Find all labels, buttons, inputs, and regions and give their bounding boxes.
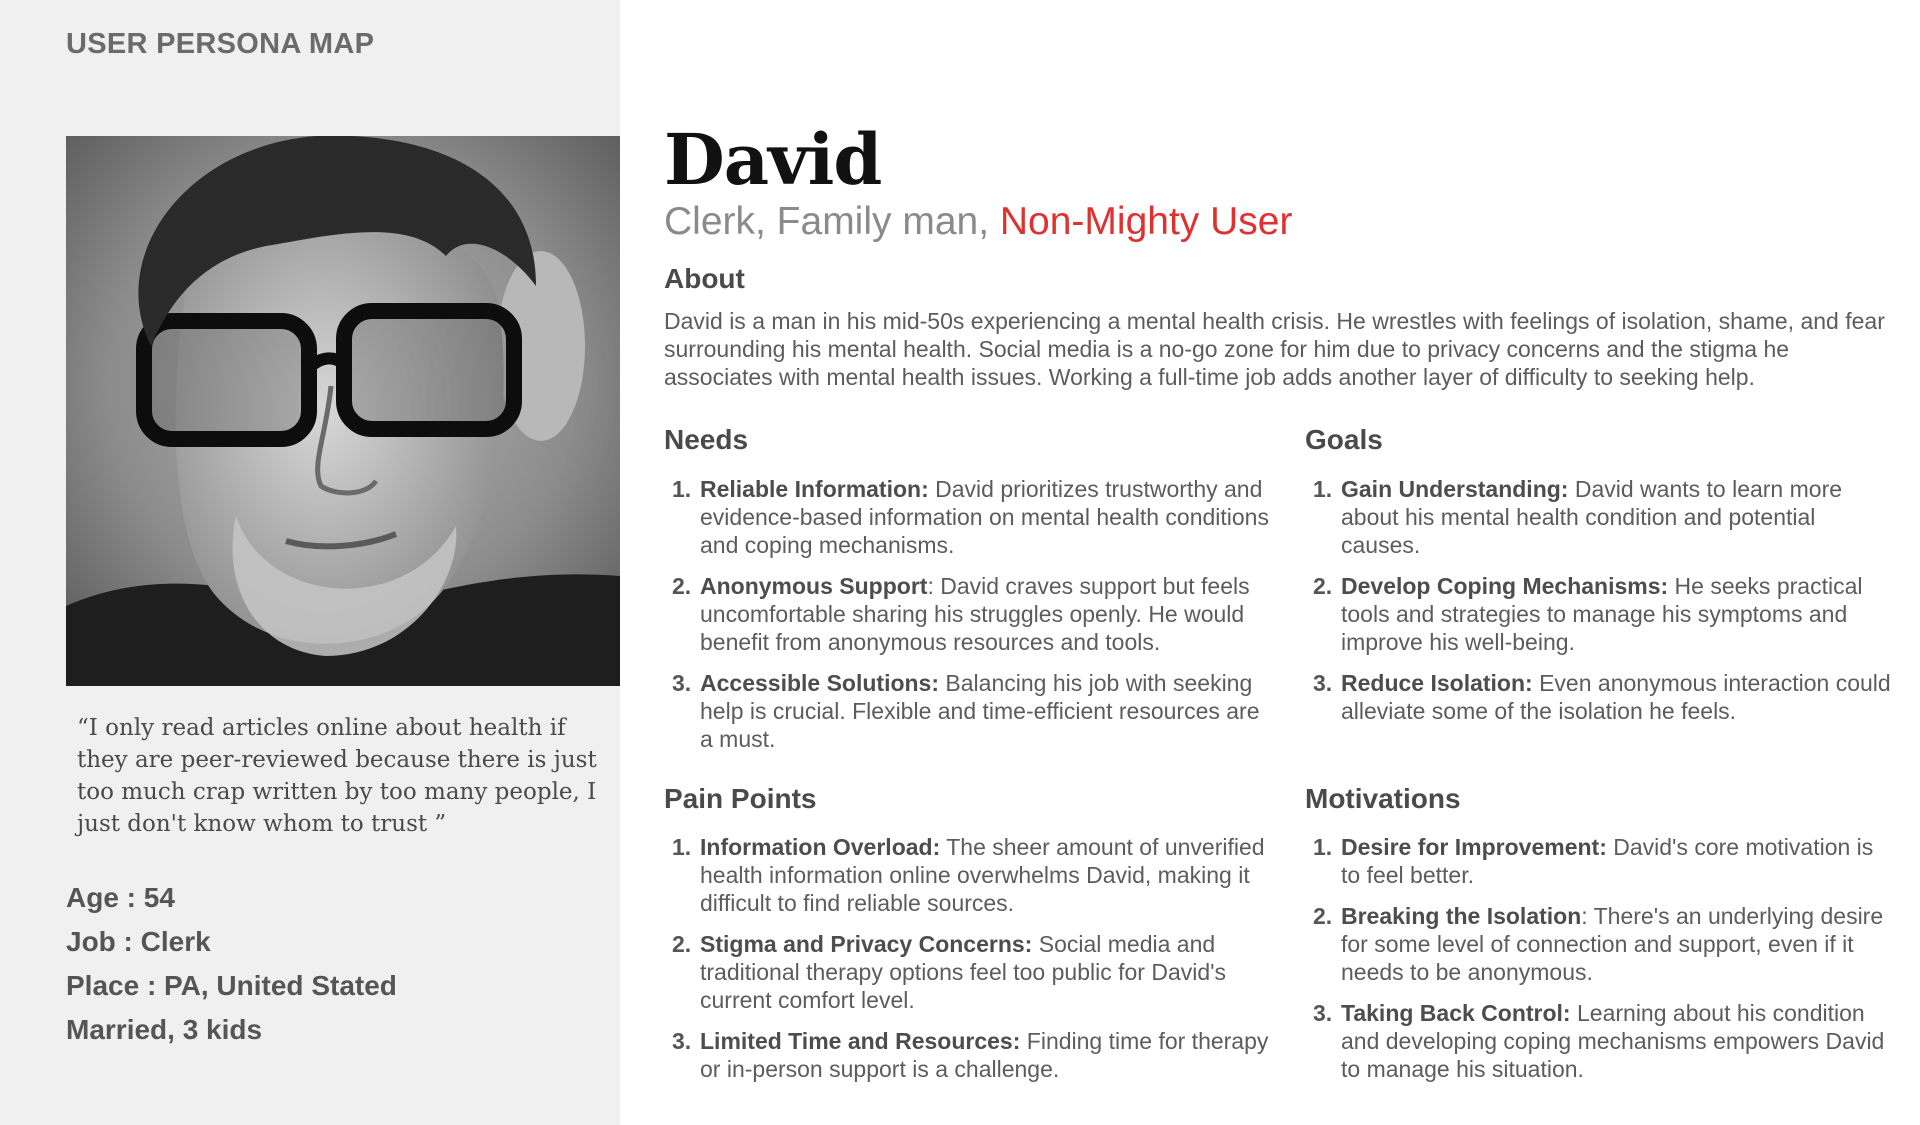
item-number: 1. (1313, 834, 1333, 860)
item-number: 2. (1313, 573, 1333, 599)
item-number: 2. (672, 573, 692, 599)
item-term: Develop Coping Mechanisms: (1341, 573, 1669, 599)
item-term: Reliable Information: (700, 476, 929, 502)
document-label: USER PERSONA MAP (66, 28, 375, 60)
list-item (664, 930, 1274, 1014)
item-number: 3. (1313, 1000, 1333, 1026)
item-number: 3. (672, 1028, 692, 1054)
tagline-roles: Clerk, Family man, (664, 200, 1000, 243)
item-text: He seeks practical tools and strategies to manage his symptoms and improve his well-being. (1341, 573, 1863, 655)
item-number: 3. (1313, 670, 1333, 696)
item-text: David's core motivation is to feel better. (1341, 834, 1874, 888)
item-text: : David craves support but feels uncomfortable sharing his struggles openly. He would benefit from anonymous resources and tools. (700, 573, 1250, 655)
item-term: Gain Understanding: (1341, 476, 1569, 502)
list-item (1305, 669, 1895, 725)
persona-facts (66, 876, 397, 1052)
item-number: 3. (672, 670, 692, 696)
item-text: David wants to learn more about his mental health condition and potential causes. (1341, 476, 1843, 558)
portrait-illustration (66, 136, 620, 686)
pain-points-list (664, 833, 1274, 1096)
fact-job: Job : Clerk (66, 926, 211, 957)
needs-list (664, 475, 1274, 766)
item-term: Anonymous Support (700, 573, 928, 599)
item-text: : There's an underlying desire for some level of connection and support, even if it needs to be anonymous. (1341, 903, 1884, 985)
persona-tagline (664, 198, 1292, 246)
motivations-title: Motivations (1305, 783, 1461, 814)
fact-age: Age : 54 (66, 882, 175, 913)
list-item (664, 1027, 1274, 1083)
list-item (1305, 572, 1895, 656)
persona-name: David (664, 118, 882, 201)
about-title: About (664, 263, 745, 294)
item-text: David prioritizes trustworthy and evidence-based information on mental health conditions and coping mechanisms. (700, 476, 1269, 558)
item-text: Finding time for therapy or in-person support is a challenge. (700, 1028, 1269, 1082)
item-text: The sheer amount of unverified health information online overwhelms David, making it difficult to find reliable sources. (700, 834, 1265, 916)
list-item (1305, 833, 1895, 889)
list-item (1305, 475, 1895, 559)
item-term: Taking Back Control: (1341, 1000, 1571, 1026)
item-term: Limited Time and Resources: (700, 1028, 1021, 1054)
item-text: Even anonymous interaction could alleviate some of the isolation he feels. (1341, 670, 1891, 724)
user-type-highlight: Non-Mighty User (999, 200, 1293, 243)
list-item (664, 475, 1274, 559)
item-number: 2. (1313, 903, 1333, 929)
item-number: 2. (672, 931, 692, 957)
about-text: David is a man in his mid-50s experiencing a mental health crisis. He wrestles with feelings of isolation, shame, and fear surrounding his mental health. Social media is a no-go zone for him due to privacy concerns and the stigma he associates with mental health issues. Working a full-time job adds another layer of difficulty to seeking help. (664, 308, 1885, 390)
needs-title: Needs (664, 424, 749, 455)
goals-title: Goals (1305, 424, 1383, 455)
fact-place: Place : PA, United Stated (66, 970, 397, 1001)
pain-points-title: Pain Points (664, 783, 817, 814)
item-number: 1. (672, 476, 692, 502)
item-term: Stigma and Privacy Concerns: (700, 931, 1033, 957)
list-item (664, 572, 1274, 656)
list-item (664, 669, 1274, 753)
list-item (664, 833, 1274, 917)
persona-photo (66, 136, 620, 686)
item-term: Breaking the Isolation (1341, 903, 1582, 929)
item-text: Learning about his condition and developing coping mechanisms empowers David to manage his situation. (1341, 1000, 1885, 1082)
motivations-list (1305, 833, 1895, 1096)
item-number: 1. (672, 834, 692, 860)
item-text: Social media and traditional therapy options feel too public for David's current comfort level. (700, 931, 1227, 1013)
persona-quote: “I only read articles online about health if they are peer-reviewed because there is just too much crap written by too many people, I just don't know whom to trust ” (77, 715, 597, 837)
list-item (1305, 902, 1895, 986)
list-item (1305, 999, 1895, 1083)
item-term: Reduce Isolation: (1341, 670, 1533, 696)
item-term: Desire for Improvement: (1341, 834, 1607, 860)
item-text: Balancing his job with seeking help is crucial. Flexible and time-efficient resources are a must. (700, 670, 1260, 752)
item-term: Information Overload: (700, 834, 941, 860)
goals-list (1305, 475, 1895, 738)
item-term: Accessible Solutions: (700, 670, 940, 696)
profile-panel (0, 0, 620, 1125)
item-number: 1. (1313, 476, 1333, 502)
fact-family: Married, 3 kids (66, 1014, 263, 1045)
